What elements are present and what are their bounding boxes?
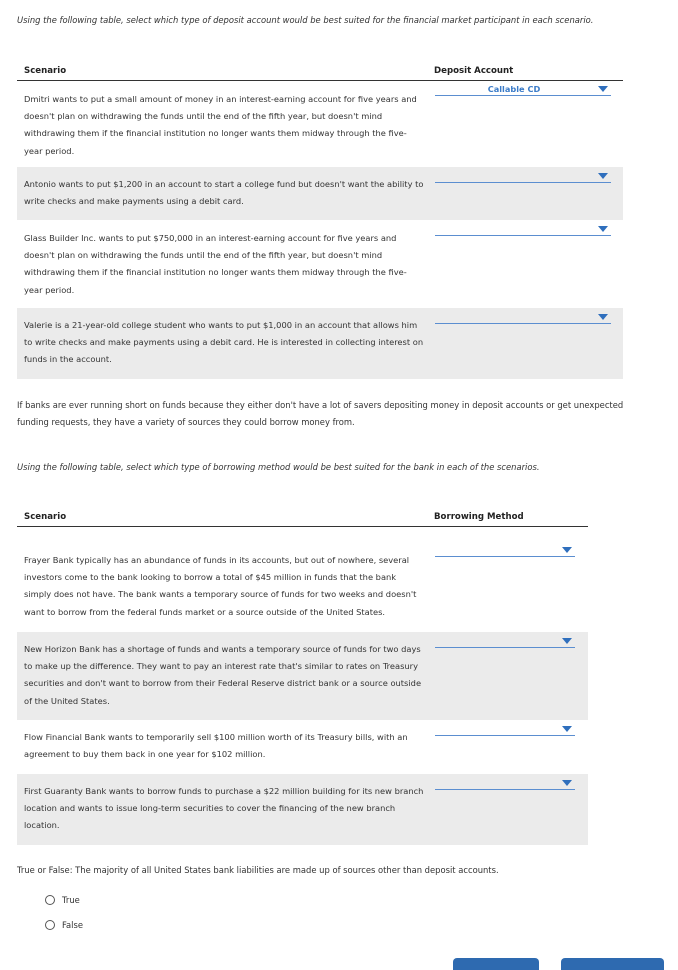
borrowing-table (17, 512, 588, 845)
true-false-question: True or False: The majority of all United States bank liabilities are made up of sources other than deposit accounts. (17, 865, 499, 875)
deposit-account-dropdown-1[interactable] (435, 84, 611, 96)
chevron-down-icon (562, 547, 572, 553)
radio-button[interactable] (45, 920, 55, 930)
table-row (17, 720, 588, 774)
borrowing-method-dropdown-1[interactable] (435, 545, 575, 557)
table-row (17, 81, 623, 167)
header-scenario: Scenario (24, 512, 67, 522)
chevron-down-icon (598, 226, 608, 232)
table-row (17, 308, 623, 379)
deposit-account-dropdown-4[interactable] (435, 312, 611, 324)
previous-button[interactable] (453, 958, 539, 970)
deposit-account-dropdown-2[interactable] (435, 171, 611, 183)
radio-option-false[interactable] (45, 919, 83, 931)
header-borrowing-method: Borrowing Method (434, 512, 524, 522)
chevron-down-icon (562, 638, 572, 644)
chevron-down-icon (598, 173, 608, 179)
chevron-down-icon (598, 314, 608, 320)
scenario-text: Valerie is a 21-year-old college student who wants to put $1,000 in an account that allows him to write checks and make payments using a debit card. He is interested in collecting interest on funds in the account. (24, 320, 424, 365)
deposit-table (17, 66, 623, 379)
chevron-down-icon (562, 726, 572, 732)
table-row (17, 774, 588, 845)
scenario-text: First Guaranty Bank wants to borrow funds to purchase a $22 million building for its new branch location and wants to issue long-term securities to cover the financing of the new branch location. (24, 786, 424, 831)
header-deposit-account: Deposit Account (434, 66, 514, 76)
dropdown-value: Callable CD (487, 84, 541, 94)
chevron-down-icon (562, 780, 572, 786)
table-row (17, 167, 623, 220)
scenario-text: Glass Builder Inc. wants to put $750,000 in an interest-earning account for five years and doesn't plan on withdrawing the funds until the end of the fifth year, but doesn't mind withdrawing them if the financial institution no longer wants them midway through the five-year period. (24, 233, 407, 295)
scenario-text: Dmitri wants to put a small amount of money in an interest-earning account for five years and doesn't plan on withdrawing the funds until the end of the fifth year, but doesn't mind withdrawing them if the financial institution no longer wants them midway through the five-year period. (24, 94, 417, 156)
borrowing-method-dropdown-4[interactable] (435, 778, 575, 790)
deposit-instruction: Using the following table, select which type of deposit account would be best suited for the financial market participant in each scenario. (17, 15, 594, 25)
borrowing-method-dropdown-3[interactable] (435, 724, 575, 736)
borrowing-instruction: Using the following table, select which type of borrowing method would be best suited for the bank in each of the scenarios. (17, 462, 540, 472)
table-row (17, 527, 588, 632)
table-row (17, 220, 623, 308)
scenario-text: Antonio wants to put $1,200 in an account to start a college fund but doesn't want the ability to write checks and make payments using a debit card. (24, 179, 424, 207)
radio-label-true: True (62, 895, 80, 905)
deposit-table-header (17, 66, 623, 81)
scenario-text: Frayer Bank typically has an abundance of funds in its accounts, but out of nowhere, several investors come to the bank looking to borrow a total of $45 million in funds that the bank simply does not have. The bank wants a temporary source of funds for two weeks and doesn't want to borrow from the federal funds market or a source outside of the United States. (24, 555, 417, 617)
deposit-account-dropdown-3[interactable] (435, 224, 611, 236)
table-row (17, 632, 588, 720)
borrowing-table-header (17, 512, 588, 527)
chevron-down-icon (598, 86, 608, 92)
scenario-text: Flow Financial Bank wants to temporarily sell $100 million worth of its Treasury bills, with an agreement to buy them back in one year for $102 million. (24, 732, 408, 760)
radio-button[interactable] (45, 895, 55, 905)
radio-option-true[interactable] (45, 894, 80, 906)
header-scenario: Scenario (24, 66, 67, 76)
radio-label-false: False (62, 920, 84, 930)
scenario-text: New Horizon Bank has a shortage of funds and wants a temporary source of funds for two days to make up the difference. They want to pay an interest rate that's similar to rates on Treasury securities and don't want to borrow from their Federal Reserve district bank or a source outside of the United States. (24, 644, 422, 706)
borrowing-method-dropdown-2[interactable] (435, 636, 575, 648)
next-button[interactable] (561, 958, 664, 970)
borrowing-intro-paragraph: If banks are ever running short on funds because they either don't have a lot of savers depositing money in deposit accounts or get unexpected funding requests, they have a variety of sources they could borrow money from. (17, 400, 624, 427)
